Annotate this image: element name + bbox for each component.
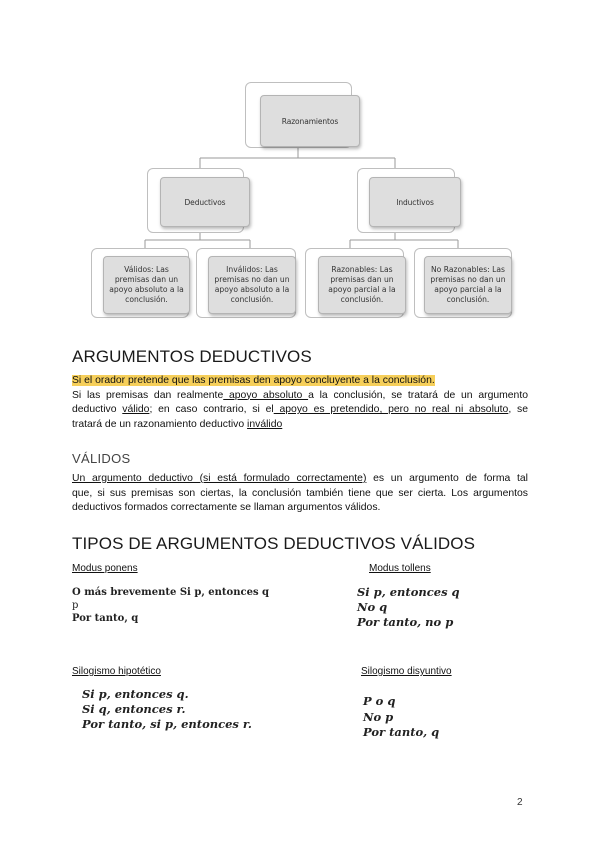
underline-argumento-deductivo: Un argumento deductivo (si está formulado correctamente) xyxy=(72,473,367,484)
modus-ponens-formula xyxy=(72,586,269,625)
section-title-validos: VÁLIDOS xyxy=(72,451,131,466)
s2-text-3: deductivos formados correctamente se llaman argumentos válidos. xyxy=(72,502,381,514)
ponens-line-1: O más brevemente Si p, entonces q xyxy=(72,587,270,598)
node-no-razonables-label: No Razonables: Las premisas no dan un apoyo parcial a la conclusión. xyxy=(430,265,506,304)
silogismo-hipotetico-formula xyxy=(82,687,252,732)
hipotetico-line-2: Si q, entonces r. xyxy=(82,702,186,716)
label-silogismo-disyuntivo: Silogismo disyuntivo xyxy=(361,666,452,677)
p-text-c: deductivo xyxy=(72,404,123,416)
s2-text-1: es un argumento de forma tal xyxy=(366,473,528,484)
p-text-d: ; en caso contrario, si el xyxy=(149,404,274,416)
node-inductivos xyxy=(369,177,461,227)
label-modus-tollens: Modus tollens xyxy=(369,563,431,574)
disyuntivo-line-2: No p xyxy=(363,709,394,724)
node-deductivos-label: Deductivos xyxy=(184,197,226,207)
ponens-line-3: Por tanto, q xyxy=(72,613,139,624)
node-razonamientos-label: Razonamientos xyxy=(281,116,339,126)
disyuntivo-line-1: P o q xyxy=(363,694,396,708)
highlighted-sentence: Si el orador pretende que las premisas den apoyo concluyente a la conclusión. xyxy=(72,375,435,386)
node-validos-label: Válidos: Las premisas dan un apoyo absoluto a la conclusión. xyxy=(109,265,184,304)
hipotetico-line-1: Si p, entonces q. xyxy=(82,687,189,701)
p-text-e: , se xyxy=(508,404,528,416)
tollens-line-3: Por tanto, no p xyxy=(357,615,454,629)
node-invalidos-label: Inválidos: Las premisas no dan un apoyo absoluto a la conclusión. xyxy=(214,265,290,304)
node-razonamientos xyxy=(260,95,360,147)
disyuntivo-line-3: Por tanto, q xyxy=(363,725,440,739)
modus-tollens-formula xyxy=(357,585,460,630)
page-number: 2 xyxy=(517,797,523,808)
section-title-argumentos-deductivos: ARGUMENTOS DEDUCTIVOS xyxy=(72,347,312,366)
p-underline-valido: válido xyxy=(122,404,150,416)
node-validos xyxy=(103,256,190,314)
section1-body xyxy=(72,374,528,432)
hipotetico-line-3: Por tanto, si p, entonces r. xyxy=(82,717,252,731)
section-title-tipos: TIPOS DE ARGUMENTOS DEDUCTIVOS VÁLIDOS xyxy=(72,534,476,553)
label-silogismo-hipotetico: Silogismo hipotético xyxy=(72,666,161,677)
p-text-b: a la conclusión, se tratará de un argumento xyxy=(308,389,529,401)
section2-body xyxy=(72,472,528,516)
p-text-a: Si las premisas dan realmente xyxy=(72,389,224,401)
ponens-line-2: p xyxy=(72,600,79,611)
tollens-line-1: Si p, entonces q xyxy=(357,585,460,599)
node-razonables xyxy=(318,256,406,314)
node-no-razonables xyxy=(424,256,512,314)
silogismo-disyuntivo-formula xyxy=(363,694,439,741)
p-text-f: tratará de un razonamiento deductivo xyxy=(72,418,248,430)
p-underline-invalido: inválido xyxy=(247,418,283,430)
node-invalidos xyxy=(208,256,296,314)
node-razonables-label: Razonables: Las premisas dan un apoyo parcial a la conclusión. xyxy=(328,265,396,304)
p-underline-apoyo-pretendido: apoyo es pretendido, pero no real ni absoluto xyxy=(273,404,509,416)
node-deductivos xyxy=(160,177,250,227)
s2-text-2: que, si sus premisas son ciertas, la conclusión también tiene que ser cierta. Los argumentos xyxy=(72,487,528,499)
label-modus-ponens: Modus ponens xyxy=(72,563,138,574)
node-inductivos-label: Inductivos xyxy=(396,197,434,207)
p-underline-apoyo-absoluto: apoyo absoluto xyxy=(223,389,309,401)
tollens-line-2: No q xyxy=(357,600,388,614)
